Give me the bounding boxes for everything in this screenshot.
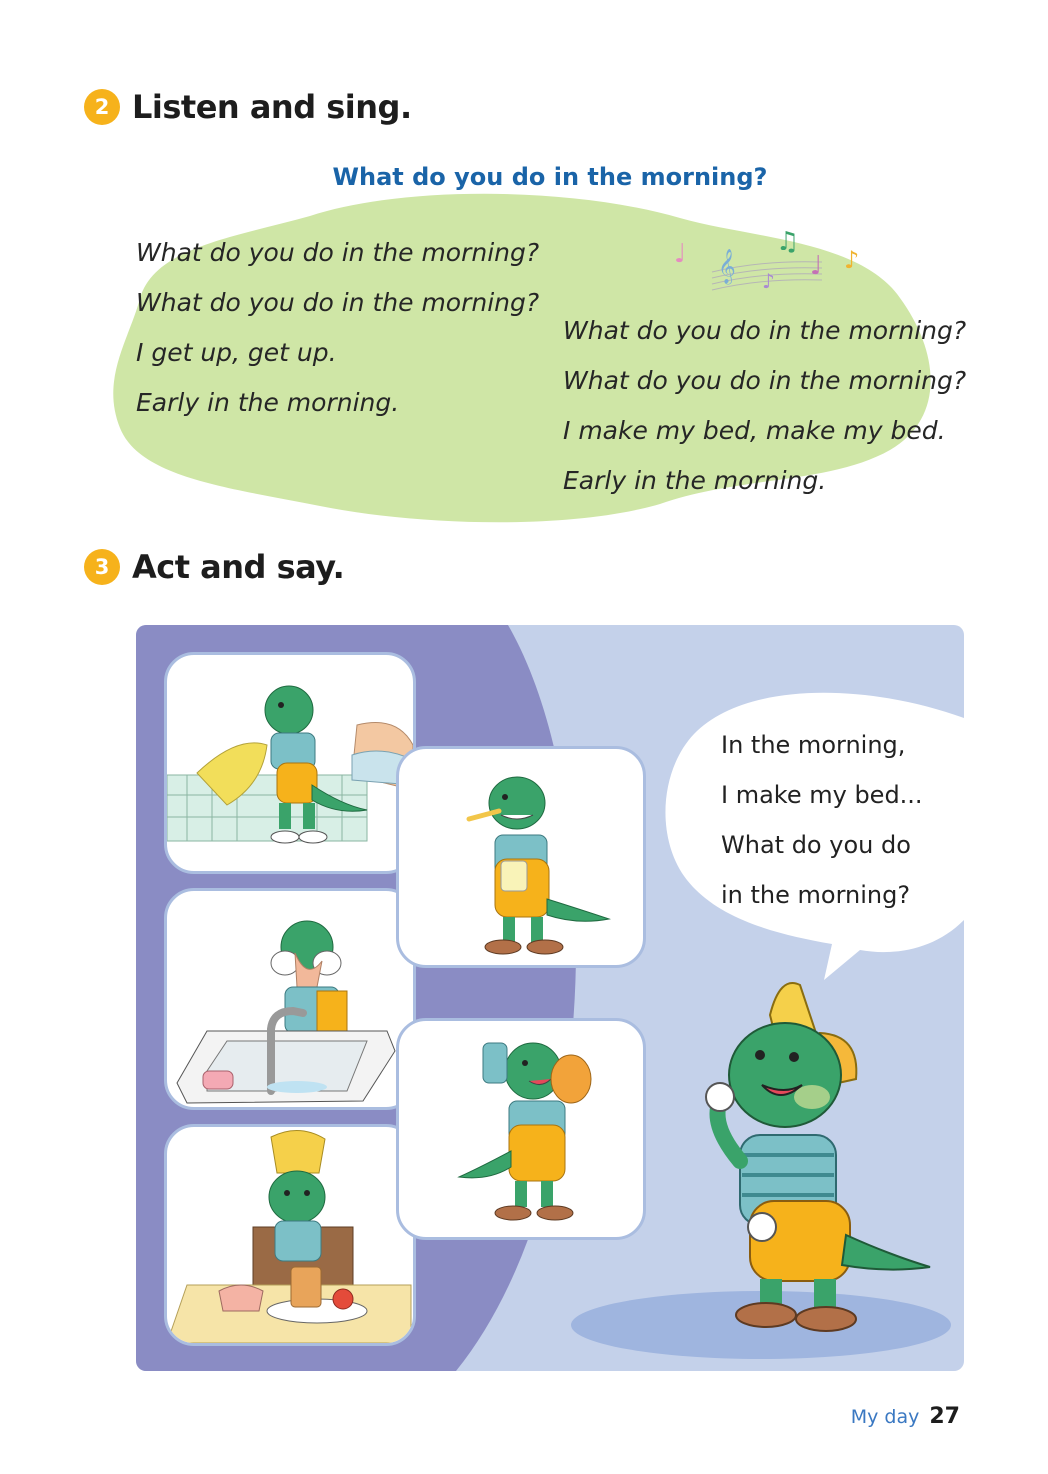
wash-face-illustration [167,891,413,1107]
section-number-badge: 3 [84,549,120,585]
scene-wash-face [164,888,416,1110]
page-number: 27 [929,1404,960,1429]
lyric-line: I make my bed, make my bed. [563,416,946,445]
song-title: What do you do in the morning? [332,163,768,191]
svg-text:♫: ♫ [776,227,800,257]
lyric-line: What do you do in the morning? [563,366,967,395]
section-title: Act and say. [132,548,345,586]
section-2-heading [84,88,412,126]
scene-eat-breakfast [164,1124,416,1346]
section-3-heading [84,548,344,586]
svg-text:♪: ♪ [762,269,775,293]
section-title: Listen and sing. [132,88,412,126]
speech-line: I make my bed... [721,781,923,809]
song-verse-1 [136,228,539,428]
svg-text:♩: ♩ [810,251,823,281]
scene-brush-teeth [396,746,646,968]
section-number-badge: 2 [84,89,120,125]
svg-text:♪: ♪ [844,246,860,274]
speech-line: In the morning, [721,731,906,759]
speech-text [721,720,923,920]
song-verse-2 [563,306,966,506]
eat-breakfast-illustration [167,1127,413,1343]
scene-make-bed [164,652,416,874]
lyric-line: What do you do in the morning? [136,238,540,267]
lyric-line: I get up, get up. [136,338,337,367]
svg-text:𝄞: 𝄞 [718,249,736,284]
speech-line: What do you do [721,831,911,859]
make-bed-illustration [167,655,413,871]
unit-name: My day [850,1406,920,1428]
lyric-line: Early in the morning. [563,466,827,495]
lyric-line: What do you do in the morning? [563,316,967,345]
page-footer [851,1404,960,1429]
svg-text:♩: ♩ [674,239,687,269]
lyric-line: What do you do in the morning? [136,288,540,317]
dinosaur-mascot [580,975,950,1355]
music-notes-icon [672,222,872,302]
lyric-line: Early in the morning. [136,388,400,417]
speech-line: in the morning? [721,881,911,909]
brush-teeth-illustration [399,749,643,965]
